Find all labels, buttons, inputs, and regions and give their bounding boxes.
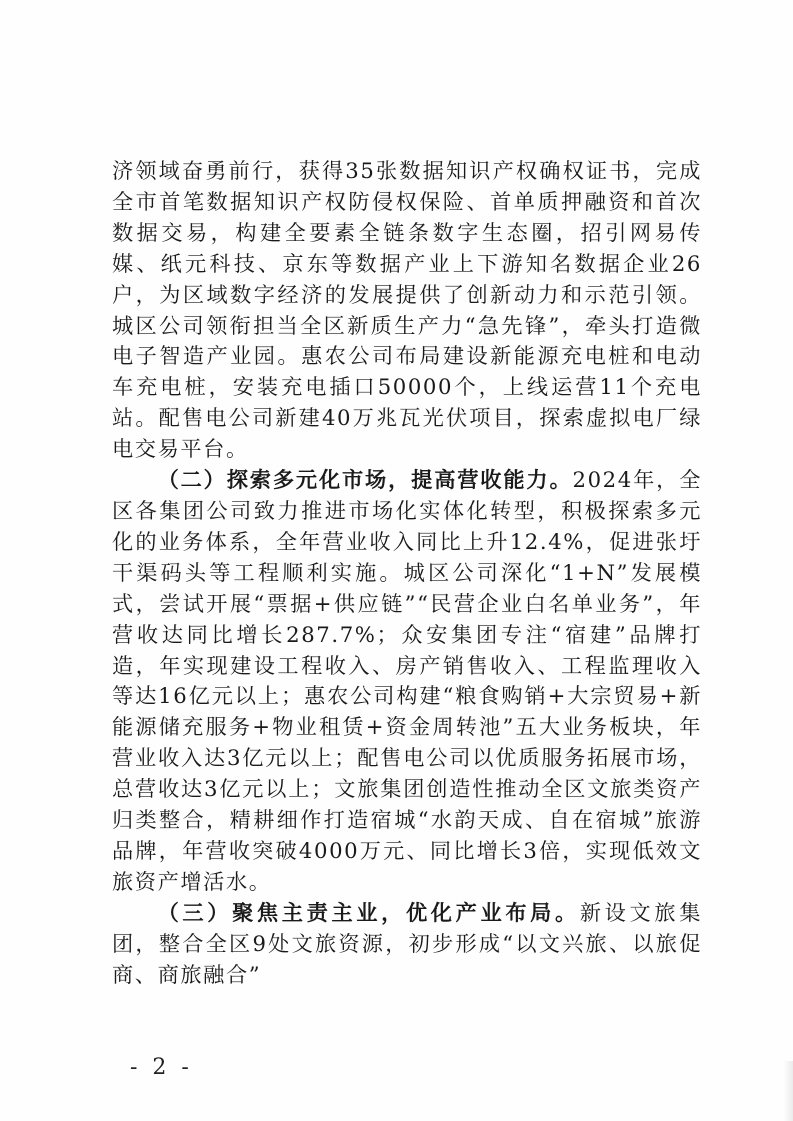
paragraph-2-heading: （二）探索多元化市场，提高营收能力。 xyxy=(157,467,573,493)
paragraph-3-heading: （三）聚焦主责主业，优化产业布局。 xyxy=(157,899,580,925)
paragraph-2-text: 2024年，全区各集团公司致力推进市场化实体化转型，积极探索多元化的业务体系，全年营业收入同比上升12.4%，促进张圩干渠码头等工程顺利实施。城区公司深化“1+N”发展模式，尝试开展“票据+供应链”“民营企业白名单业务”，年营收达同比增长287.7%；众安集团专注“宿建”品牌打造，年实现建设工程收入、房产销售收入、工程监理收入等达16亿元以上；惠农公司构建“粮食购销+大宗贸易+新能源储充服务+物业租赁+资金周转池”五大业务板块，年营业收入达3亿元以上；配售电公司以优质服务拓展市场，总营收达3亿元以上；文旅集团创造性推动全区文旅类资产归类整合，精耕细作打造宿城“水韵天成、自在宿城”旅游品牌，年营收突破4000万元、同比增长3倍，实现低效文旅资产增活水。 xyxy=(112,467,702,894)
scan-edge-shadow xyxy=(783,1061,793,1121)
paragraph-1 xyxy=(112,156,702,465)
paragraph-3-text: 新设文旅集团，整合全区9处文旅资源，初步形成“以文兴旅、以旅促商、商旅融合” xyxy=(112,899,702,987)
paragraph-2 xyxy=(112,465,702,898)
paragraph-3 xyxy=(112,898,702,991)
paragraph-1-text: 济领域奋勇前行，获得35张数据知识产权确权证书，完成全市首笔数据知识产权防侵权保险、首单质押融资和首次数据交易，构建全要素全链条数字生态圈，招引网易传媒、纸元科技、京东等数据产业上下游知名数据企业26户，为区域数字经济的发展提供了创新动力和示范引领。城区公司领衔担当全区新质生产力“急先锋”，牵头打造微电子智造产业园。惠农公司布局建设新能源充电桩和电动车充电桩，安装充电插口50000个，上线运营11个充电站。配售电公司新建40万兆瓦光伏项目，探索虚拟电厂绿电交易平台。 xyxy=(112,158,702,462)
page-number: - 2 - xyxy=(130,1055,193,1080)
document-body xyxy=(112,156,702,990)
